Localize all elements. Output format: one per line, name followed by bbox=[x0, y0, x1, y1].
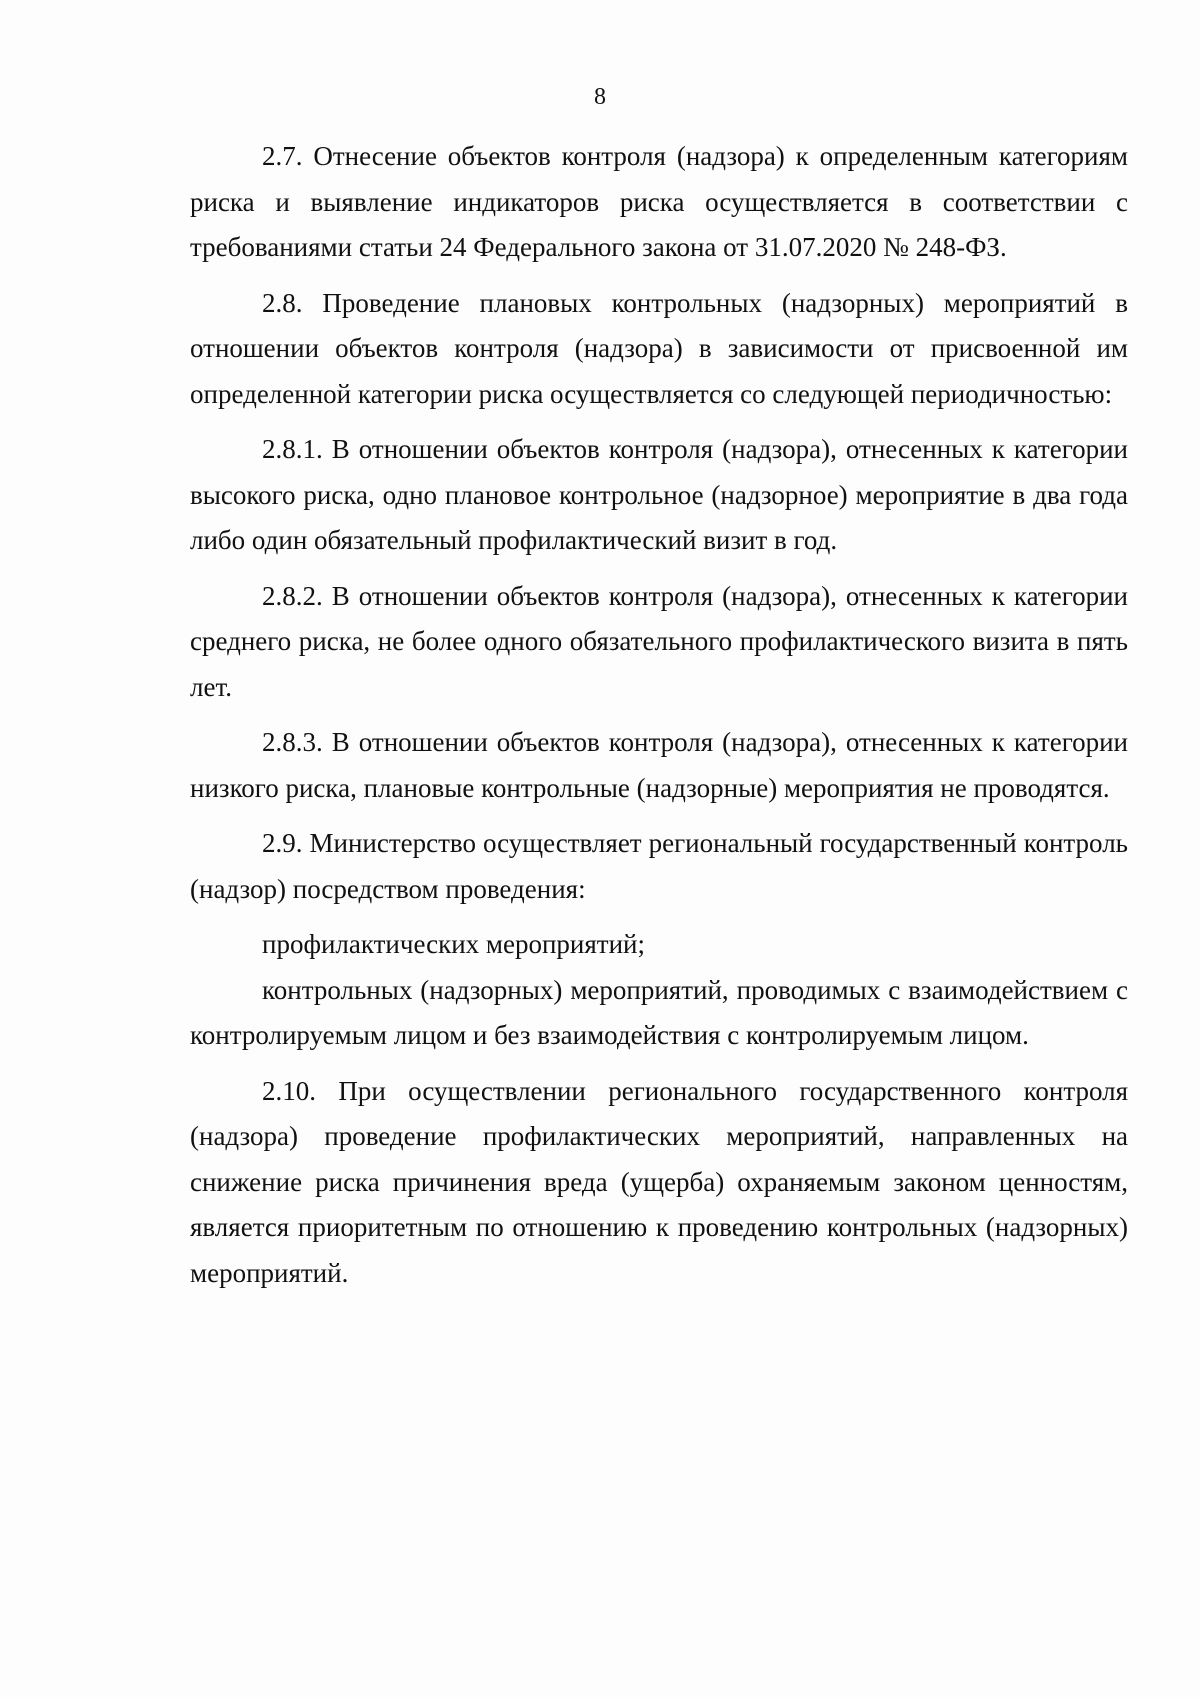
paragraph-2-8-2: 2.8.2. В отношении объектов контроля (надзора), отнесенных к категории среднего риска, не более одного обязательного профилактического визита в пять лет. bbox=[190, 580, 1128, 702]
paragraph-2-8-1: 2.8.1. В отношении объектов контроля (надзора), отнесенных к категории высокого риска, одно плановое контрольное (надзорное) мероприятие в два года либо один обязательный профилактический визит в год. bbox=[190, 434, 1128, 555]
paragraph-2-10: 2.10. При осуществлении регионального государственного контроля (надзора) проведение профилактических мероприятий, направленных на снижение риска причинения вреда (ущерба) охраняемым законом ценностям, является приоритетным по отношению к проведению контрольных (надзорных) мероприятий. bbox=[190, 1075, 1128, 1288]
document-body bbox=[190, 134, 1128, 1306]
paragraph-2-9: 2.9. Министерство осуществляет региональный государственный контроль (надзор) посредством проведения: bbox=[190, 828, 1128, 904]
paragraph-2-7: 2.7. Отнесение объектов контроля (надзора) к определенным категориям риска и выявление индикаторов риска осуществляется в соответствии с требованиями статьи 24 Федерального закона от 31.07.2020 № 248-ФЗ. bbox=[190, 141, 1128, 262]
page-number: 8 bbox=[594, 84, 606, 110]
list-item-control-measures: контрольных (надзорных) мероприятий, проводимых с взаимодействием с контролируемым лицом и без взаимодействия с контролируемым лицом. bbox=[190, 974, 1128, 1050]
paragraph-2-8: 2.8. Проведение плановых контрольных (надзорных) мероприятий в отношении объектов контроля (надзора) в зависимости от присвоенной им определенной категории риска осуществляется со следующей периодичностью: bbox=[190, 287, 1128, 409]
list-item-preventive-measures: профилактических мероприятий; bbox=[262, 929, 645, 959]
paragraph-2-8-3: 2.8.3. В отношении объектов контроля (надзора), отнесенных к категории низкого риска, плановые контрольные (надзорные) мероприятия не проводятся. bbox=[190, 727, 1128, 803]
